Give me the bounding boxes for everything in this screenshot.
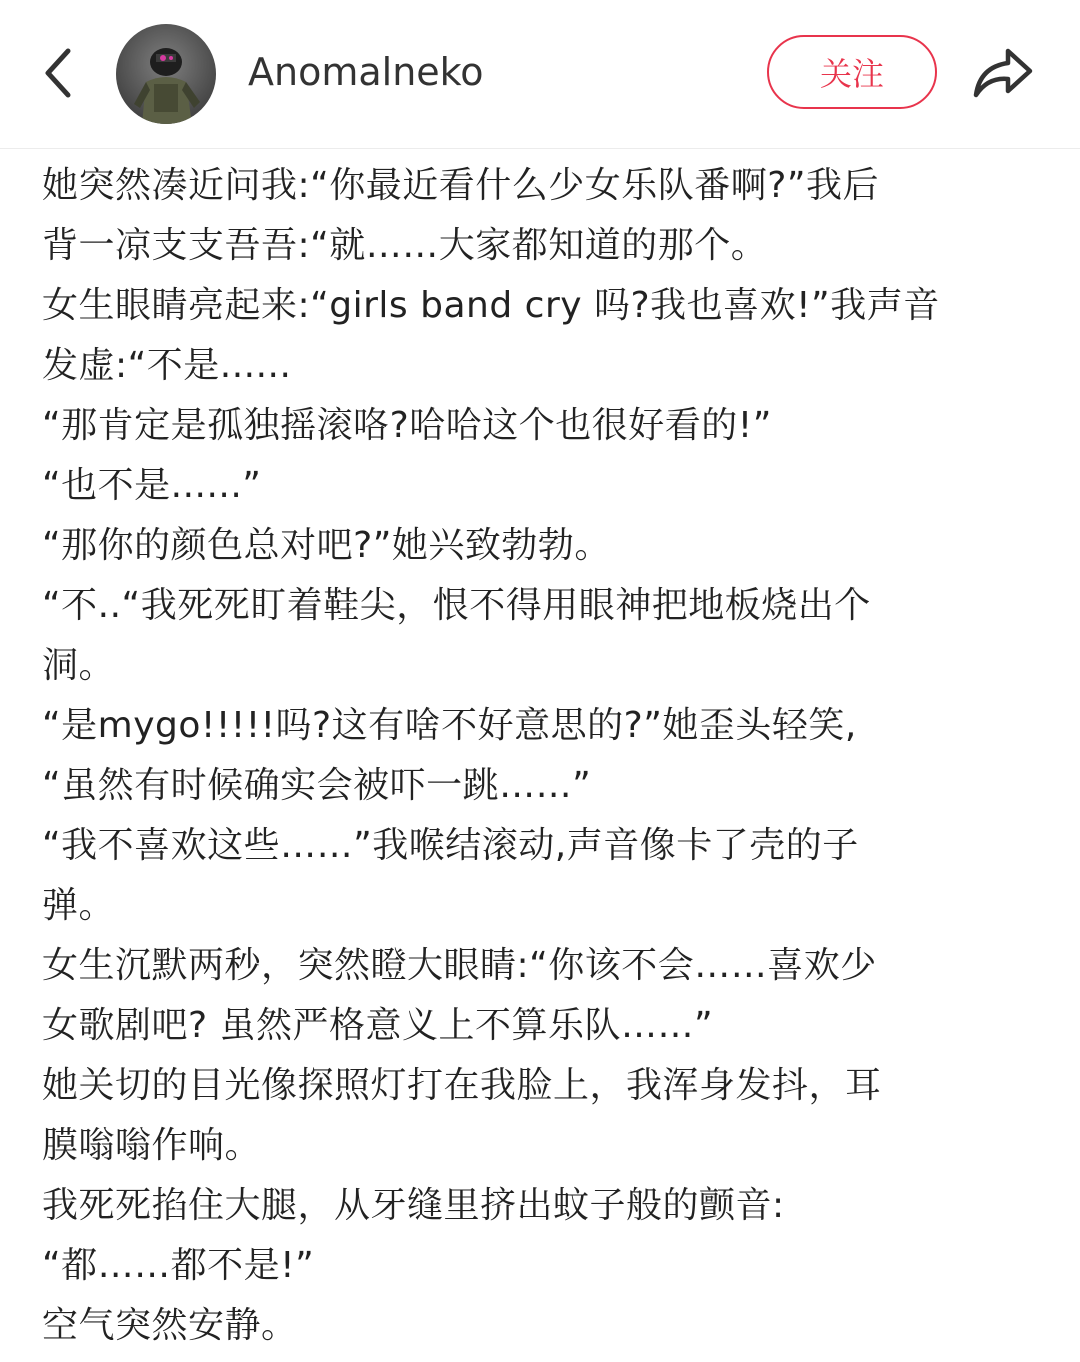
chevron-left-icon bbox=[38, 43, 78, 103]
text-line: 弹。 bbox=[42, 885, 116, 926]
avatar[interactable] bbox=[116, 24, 216, 124]
text-line: “我不喜欢这些……”我喉结滚动,声音像卡了壳的子 bbox=[42, 825, 859, 866]
share-arrow-icon bbox=[970, 45, 1034, 101]
text-line: “那你的颜色总对吧?”她兴致勃勃。 bbox=[42, 525, 611, 566]
text-line: “是mygo!!!!!吗?这有啥不好意思的?”她歪头轻笑, bbox=[42, 705, 857, 746]
text-line: 我死死掐住大腿，从牙缝里挤出蚊子般的颤音: bbox=[42, 1185, 785, 1226]
text-line: 膜嗡嗡作响。 bbox=[42, 1125, 262, 1166]
text-line: 她突然凑近问我:“你最近看什么少女乐队番啊?”我后 bbox=[42, 165, 880, 206]
follow-button[interactable]: 关注 bbox=[767, 35, 937, 109]
text-line: 背一凉支支吾吾:“就……大家都知道的那个。 bbox=[42, 225, 768, 266]
text-line: 女生眼睛亮起来:“girls band cry 吗?我也喜欢!”我声音 bbox=[42, 285, 940, 326]
share-button[interactable] bbox=[964, 38, 1040, 108]
text-line: 发虚:“不是...... bbox=[42, 345, 292, 386]
text-line: “都……都不是!” bbox=[42, 1245, 315, 1286]
text-line: “那肯定是孤独摇滚咯?哈哈这个也很好看的!” bbox=[42, 405, 772, 446]
post-body bbox=[42, 156, 1042, 1356]
avatar-image bbox=[116, 24, 216, 124]
text-line: 女歌剧吧? 虽然严格意义上不算乐队……” bbox=[42, 1005, 714, 1046]
text-line: 洞。 bbox=[42, 645, 116, 686]
text-line: “不..“我死死盯着鞋尖，恨不得用眼神把地板烧出个 bbox=[42, 585, 871, 626]
text-line: “也不是......” bbox=[42, 465, 262, 506]
top-bar bbox=[0, 0, 1080, 149]
back-button[interactable] bbox=[28, 38, 88, 108]
text-line: 女生沉默两秒，突然瞪大眼睛:“你该不会……喜欢少 bbox=[42, 945, 877, 986]
text-line: “虽然有时候确实会被吓一跳……” bbox=[42, 765, 592, 806]
author-name[interactable]: Anomalneko bbox=[248, 50, 484, 94]
text-line: 她关切的目光像探照灯打在我脸上，我浑身发抖，耳 bbox=[42, 1065, 882, 1106]
text-line: 空气突然安静。 bbox=[42, 1305, 298, 1346]
